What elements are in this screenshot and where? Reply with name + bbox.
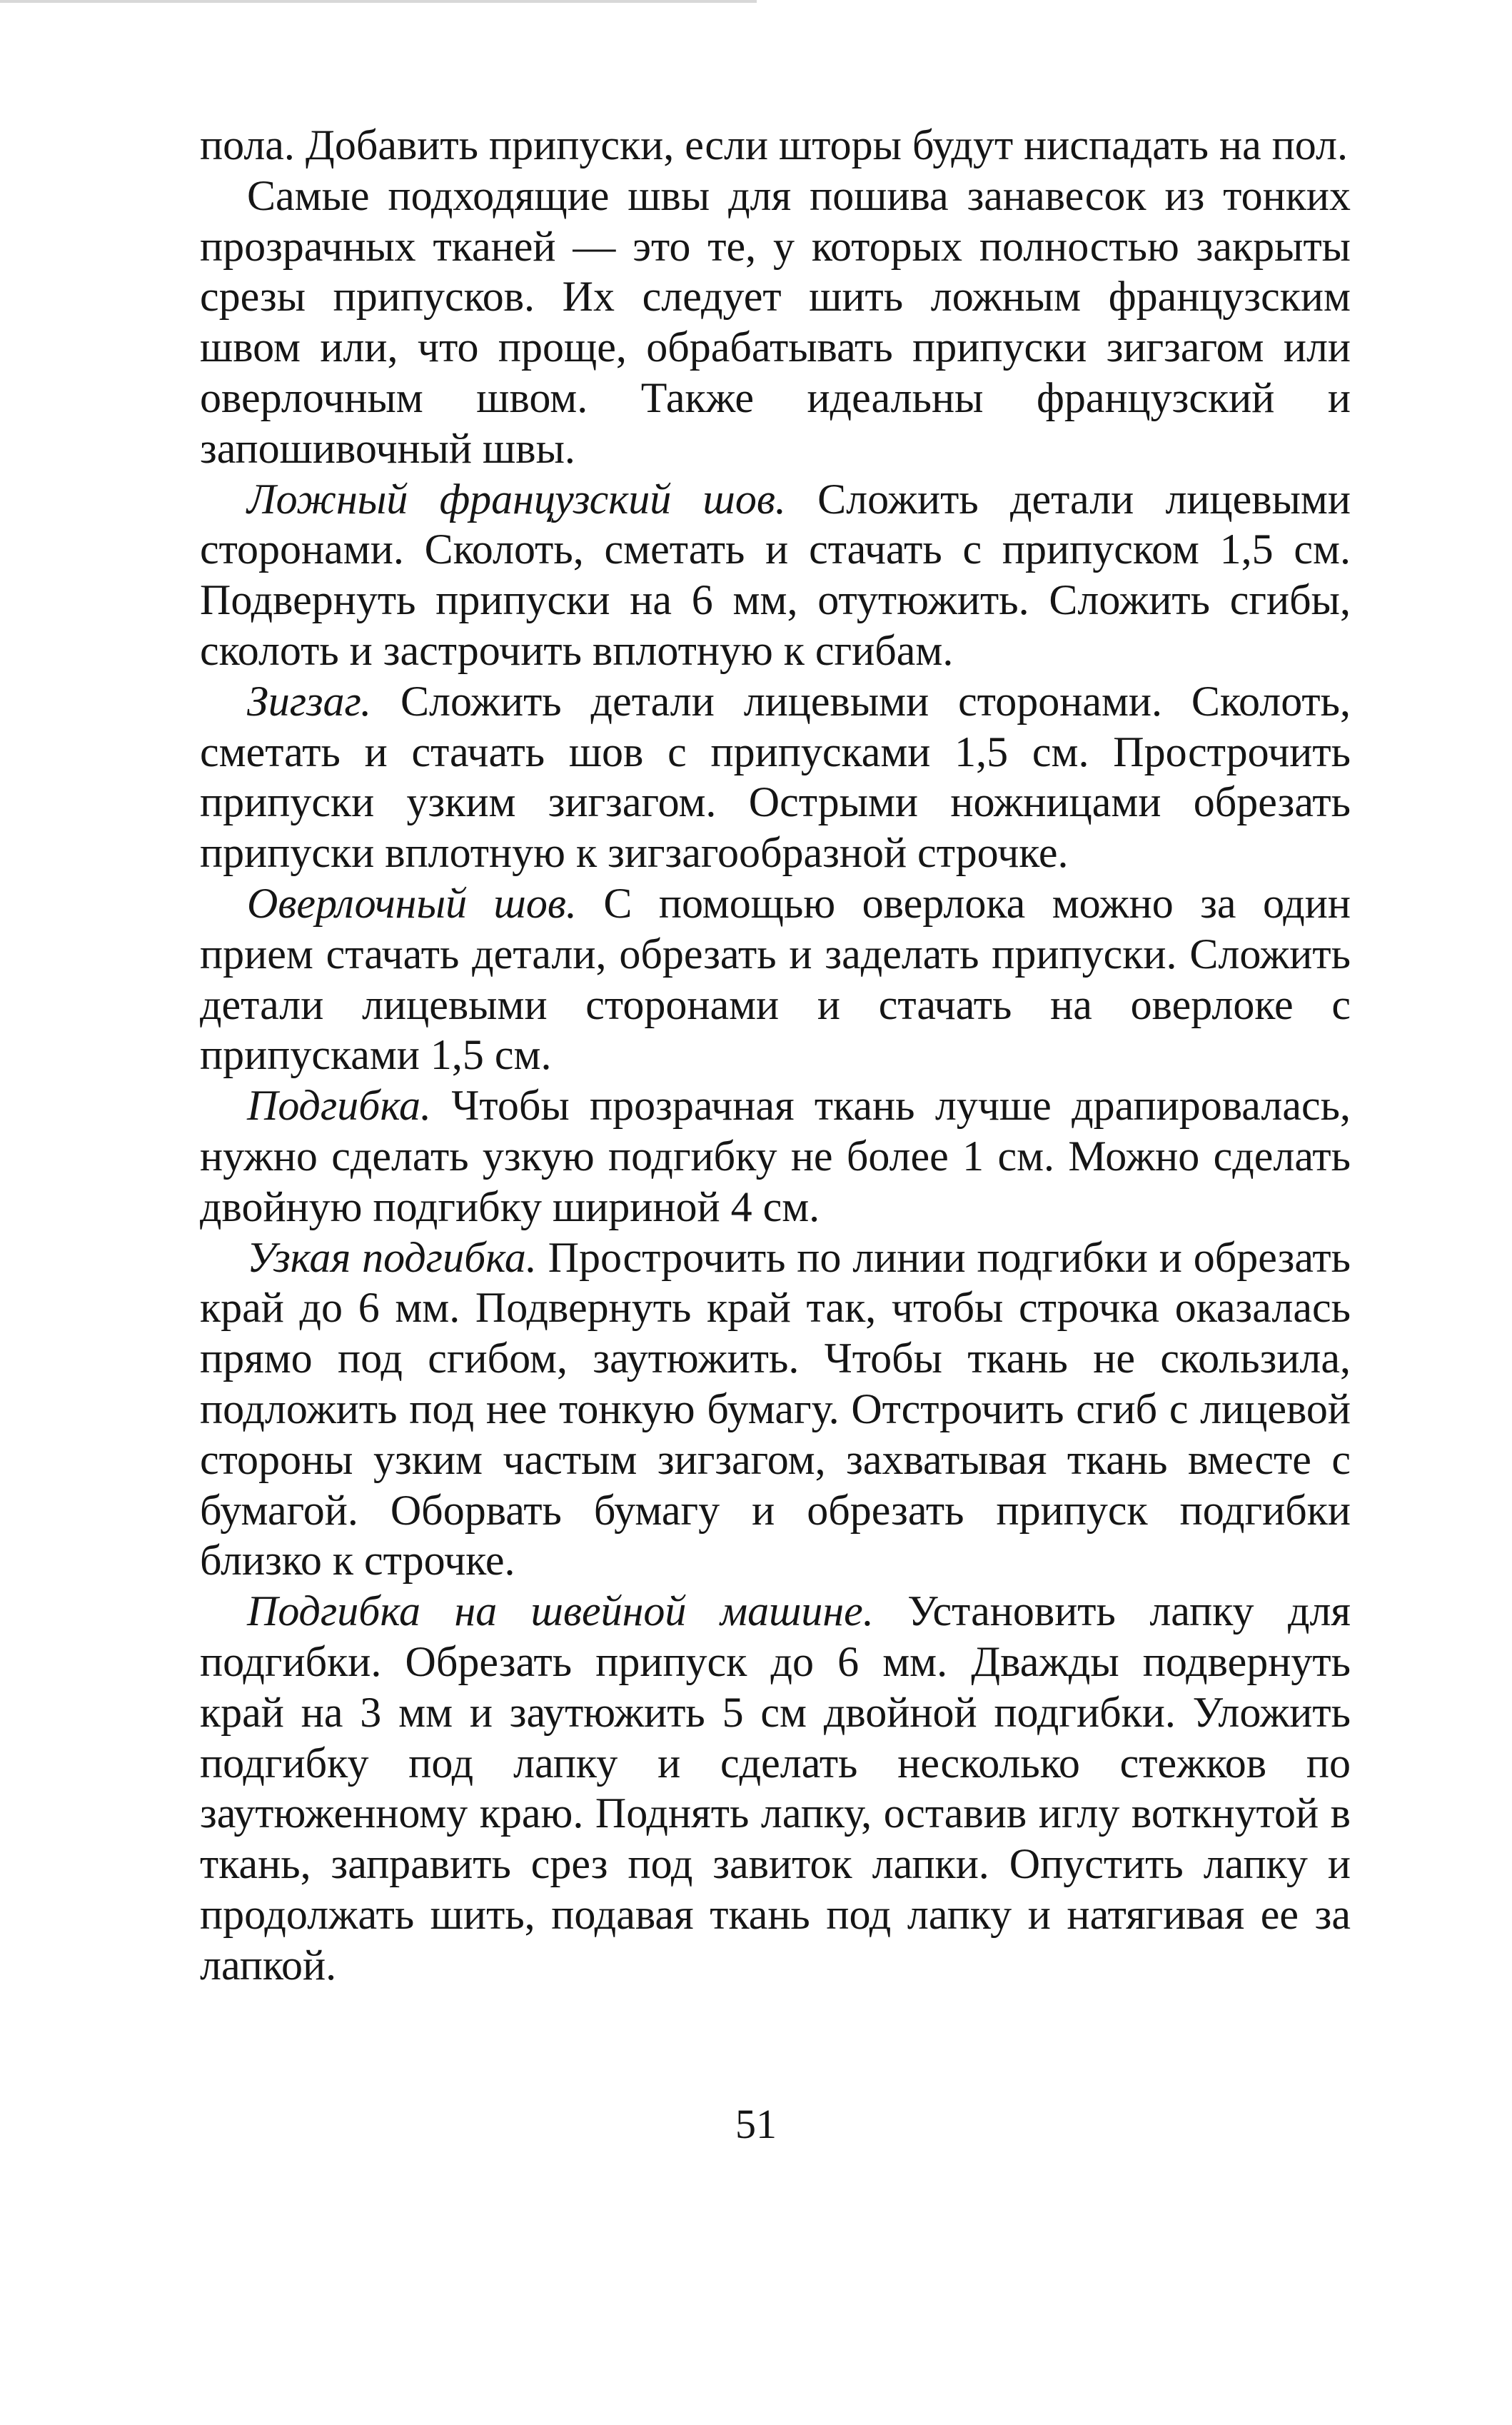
paragraph-term: Подгибка на швейной машине. xyxy=(247,1587,874,1635)
paragraph-term: Зигзаг. xyxy=(247,677,372,725)
paragraph-text: Установить лапку для подгибки. Обрезать припуск до 6 мм. Дважды подвернуть край на 3 мм и заутюжить 5 см двойной подгибки. Уложить подгибку под лапку и сделать несколько стежков по заутюженному краю. Поднять лапку, оставив иглу воткнутой в ткань, заправить срез под завиток лапки. Опустить лапку и продолжать шить, подавая ткань под лапку и натягивая ее за лапкой. xyxy=(200,1587,1351,1989)
paragraph-overlock-seam xyxy=(200,878,1351,1080)
scan-edge xyxy=(0,0,757,3)
body-text xyxy=(200,120,1351,1990)
paragraph-text: пола. Добавить припуски, если шторы будут ниспадать на пол. xyxy=(200,121,1348,169)
paragraph-seams-intro xyxy=(200,171,1351,474)
paragraph-term: Узкая подгибка. xyxy=(247,1233,537,1281)
paragraph-term: Оверлочный шов. xyxy=(247,879,577,927)
paragraph-text: Сложить детали лицевыми сторонами. Сколоть, сметать и стачать с припуском 1,5 см. Подвернуть припуски на 6 мм, отутюжить. Сложить сгибы, сколоть и застрочить вплотную к сгибам. xyxy=(200,475,1351,674)
paragraph-continuation xyxy=(200,120,1351,171)
paragraph-term: Подгибка. xyxy=(247,1082,432,1130)
paragraph-text: Чтобы прозрачная ткань лучше драпировалась, нужно сделать узкую подгибку не более 1 см. Можно сделать двойную подгибку шириной 4 см. xyxy=(200,1082,1351,1230)
paragraph-text: С помощью оверлока можно за один прием стачать детали, обрезать и заделать припуски. Сложить детали лицевыми сторонами и стачать на оверлоке с припусками 1,5 см. xyxy=(200,879,1351,1079)
paragraph-hem xyxy=(200,1080,1351,1232)
paragraph-term: Ложный французский шов. xyxy=(247,475,786,523)
paragraph-text: Сложить детали лицевыми сторонами. Сколоть, сметать и стачать шов с припусками 1,5 см. Прострочить припуски узким зигзагом. Острыми ножницами обрезать припуски вплотную к зигзагообразной строчке. xyxy=(200,677,1351,877)
page-number: 51 xyxy=(735,2101,777,2147)
paragraph-machine-hem xyxy=(200,1586,1351,1990)
paragraph-narrow-hem xyxy=(200,1232,1351,1587)
paragraph-text: Прострочить по линии подгибки и обрезать край до 6 мм. Подвернуть край так, чтобы строчка оказалась прямо под сгибом, заутюжить. Чтобы ткань не скользила, подложить под нее тонкую бумагу. Отстрочить сгиб с лицевой стороны узким частым зигзагом, захватывая ткань вместе с бумагой. Оборвать бумагу и обрезать припуск подгибки близко к строчке. xyxy=(200,1233,1351,1585)
paragraph-text: Самые подходящие швы для пошива занавесок из тонких прозрачных тканей — это те, у которых полностью закрыты срезы припусков. Их следует шить ложным французским швом или, что проще, обрабатывать припуски зигзагом или оверлочным швом. Также идеальны французский и запошивочный швы. xyxy=(200,171,1351,472)
paragraph-zigzag xyxy=(200,676,1351,878)
paragraph-false-french-seam xyxy=(200,474,1351,676)
